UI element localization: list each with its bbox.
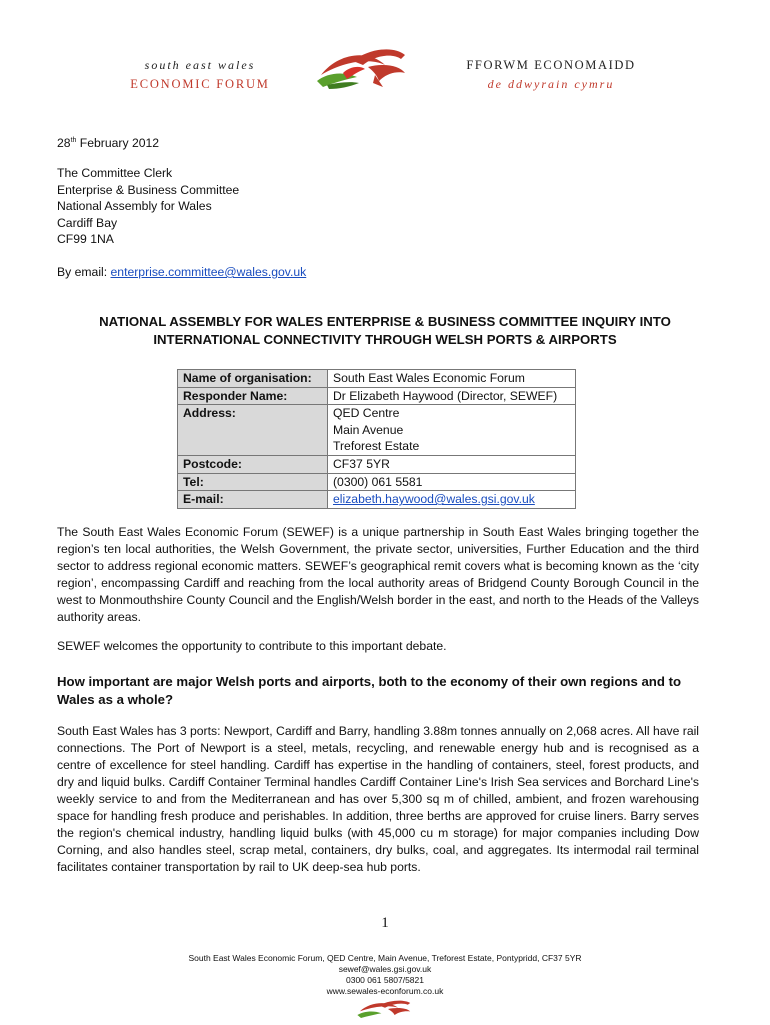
postcode-value: CF37 5YR <box>328 455 576 473</box>
english-logo-text <box>120 58 280 92</box>
table-row <box>178 405 576 456</box>
logo-line-english-1: south east wales <box>144 58 256 72</box>
table-row <box>178 455 576 473</box>
logo-line-welsh-1: FFORWM ECONOMAIDD <box>466 58 636 72</box>
responder-value: Dr Elizabeth Haywood (Director, SEWEF) <box>328 387 576 405</box>
footer-phone: 0300 061 5807/5821 <box>346 975 424 985</box>
table-row <box>178 387 576 405</box>
address-value <box>328 405 576 456</box>
address-line: Cardiff Bay <box>57 215 118 230</box>
postcode-label: Postcode: <box>178 455 328 473</box>
address-line: CF99 1NA <box>57 232 114 247</box>
logo-line-english-2: ECONOMIC FORUM <box>130 77 270 91</box>
email-line <box>57 264 306 281</box>
address-value-line: QED Centre <box>333 406 400 421</box>
welsh-logo-text <box>456 58 646 92</box>
welcome-paragraph: SEWEF welcomes the opportunity to contribute to this important debate. <box>57 639 447 653</box>
footer-website: www.sewales-econforum.co.uk <box>326 986 444 996</box>
footer-address: South East Wales Economic Forum, QED Centre, Main Avenue, Treforest Estate, Pontypridd, CF37 5YR <box>188 953 582 963</box>
date-suffix: th <box>70 137 77 144</box>
title-line-1: NATIONAL ASSEMBLY FOR WALES ENTERPRISE & BUSINESS COMMITTEE INQUIRY INTO <box>99 314 671 329</box>
address-value-line: Treforest Estate <box>333 439 420 454</box>
recipient-address <box>57 165 239 248</box>
dragon-logo-icon <box>313 43 413 98</box>
table-row <box>178 370 576 388</box>
table-row <box>178 473 576 491</box>
title-line-2: INTERNATIONAL CONNECTIVITY THROUGH WELSH PORTS & AIRPORTS <box>153 332 617 347</box>
intro-paragraph: The South East Wales Economic Forum (SEWEF) is a unique partnership in South East Wales bringing together the region’s ten local authorities, the Welsh Government, the private sector, universities, Further Education and the third sector to address regional economic matters. SEWEF’s geographical remit covers what is becoming known as the ‘city region’, encompassing Cardiff and reaching from the local authority areas of Bridgend County Borough Council in the west to Monmouthshire County Council and the English/Welsh border in the east, and north to the Heads of the Valleys authority areas. <box>57 525 699 624</box>
address-line: National Assembly for Wales <box>57 199 212 214</box>
letter-date <box>57 133 159 152</box>
org-value: South East Wales Economic Forum <box>328 370 576 388</box>
address-line: The Committee Clerk <box>57 166 173 180</box>
address-value-line: Main Avenue <box>333 422 404 437</box>
footer <box>0 953 770 997</box>
footer-email: sewef@wales.gsi.gov.uk <box>338 964 432 974</box>
tel-value: (0300) 061 5581 <box>328 473 576 491</box>
date-day: 28 <box>57 136 71 151</box>
committee-email-link[interactable]: enterprise.committee@wales.gov.uk <box>110 265 307 279</box>
footer-dragon-logo-icon <box>355 998 415 1025</box>
question-heading: How important are major Welsh ports and airports, both to the economy of their own regions and to Wales as a whole? <box>57 674 682 707</box>
logo-line-welsh-2: de ddwyrain cymru <box>487 77 615 91</box>
address-label: Address: <box>178 405 328 456</box>
document-title <box>40 313 730 349</box>
responder-label: Responder Name: <box>178 387 328 405</box>
email-label: E-mail: <box>178 491 328 509</box>
date-rest: February 2012 <box>76 136 160 151</box>
responder-email-link[interactable]: elizabeth.haywood@wales.gsi.gov.uk <box>333 492 535 507</box>
table-row <box>178 491 576 509</box>
ports-paragraph: South East Wales has 3 ports: Newport, Cardiff and Barry, handling 3.88m tonnes annually on 2,068 acres. All have rail connections. The Port of Newport is a steel, metals, recycling, and renewable energy hub and is recognised as a centre of excellence for steel handling. Cardiff has expertise in the handling of containers, steel, forest products, and dry and liquid bulks. Cardiff Container Terminal handles Cardiff Container Line's Irish Sea services and Borchard Line's weekly service to and from the Mediterranean and has over 5,300 sq m of chilled, ambient, and frozen warehousing space for handling fresh produce and perishables. In addition, three berths are approved for cruise liners. Barry serves the region's chemical industry, handling liquid bulks (with 45,000 cu m storage) for major companies including Dow Corning, and also handles steel, scrap metal, containers, dry bulks, coal, and aggregates. Its intermodal rail terminal facilitates container transportation by rail to UK deep-sea hub ports. <box>57 724 700 874</box>
page-number: 1 <box>381 915 389 931</box>
email-prefix: By email: <box>57 265 111 279</box>
org-label: Name of organisation: <box>178 370 328 388</box>
email-value <box>328 491 576 509</box>
responder-info-table <box>177 369 576 509</box>
address-line: Enterprise & Business Committee <box>57 182 240 197</box>
tel-label: Tel: <box>178 473 328 491</box>
